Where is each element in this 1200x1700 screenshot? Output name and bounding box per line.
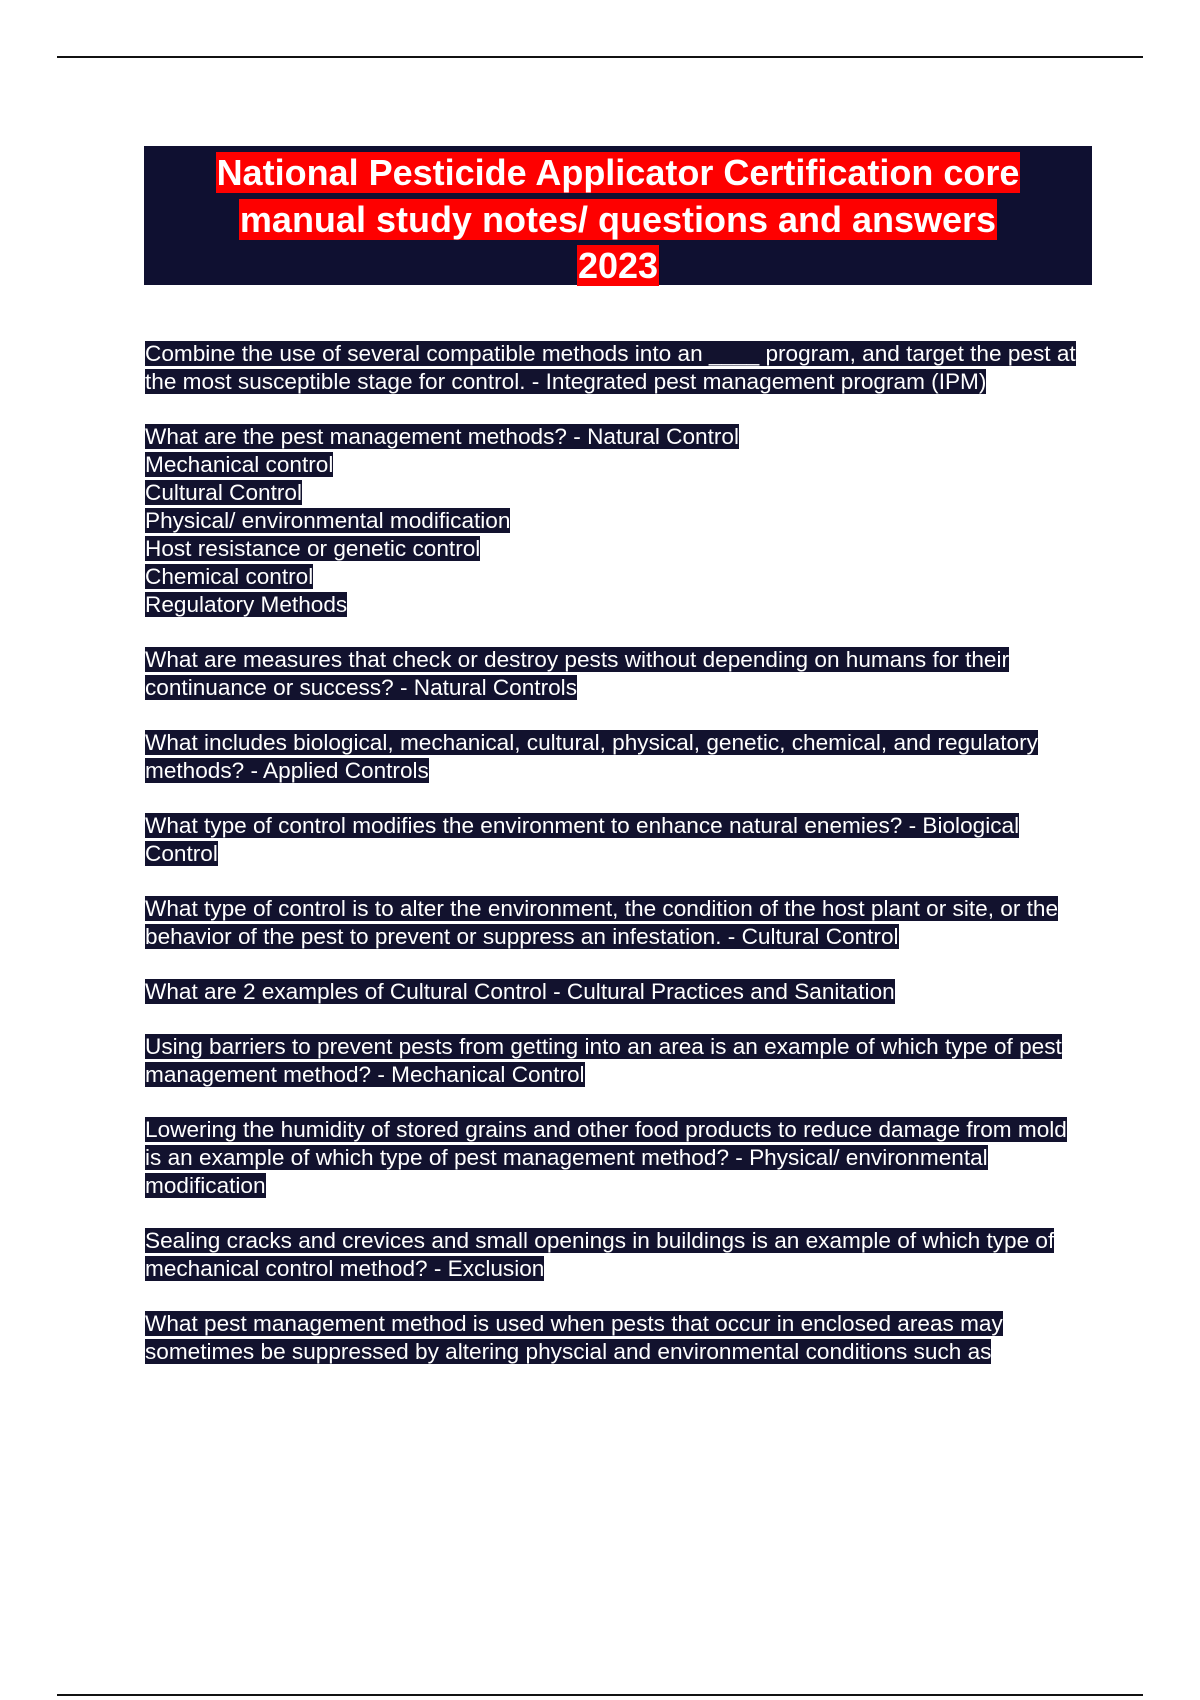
qa-item — [145, 1033, 1085, 1089]
qa-text: What type of control is to alter the environment, the condition of the host plant or site, or the behavior of the pest to prevent or suppress an infestation. - Cultural Control — [145, 896, 1059, 949]
qa-text: What includes biological, mechanical, cultural, physical, genetic, chemical, and regulatory methods? - Applied Controls — [145, 730, 1038, 783]
qa-item — [145, 729, 1085, 785]
qa-item — [145, 646, 1085, 702]
qa-text: Using barriers to prevent pests from getting into an area is an example of which type of pest management method? - Mechanical Control — [145, 1034, 1062, 1087]
qa-text: What are 2 examples of Cultural Control - Cultural Practices and Sanitation — [145, 979, 895, 1004]
header-rule — [57, 56, 1143, 58]
qa-item — [145, 978, 1085, 1006]
title-line-1: National Pesticide Applicator Certification core — [216, 152, 1020, 193]
qa-text: What pest management method is used when pests that occur in enclosed areas may sometimes be suppressed by altering physcial and environmental conditions such as — [145, 1311, 1003, 1364]
qa-list — [145, 340, 1085, 1393]
qa-item — [145, 812, 1085, 868]
qa-text: Lowering the humidity of stored grains and other food products to reduce damage from mold is an example of which type of pest management method? - Physical/ environmental modification — [145, 1117, 1067, 1198]
qa-item — [145, 423, 1085, 619]
title-line-2: manual study notes/ questions and answers — [239, 198, 997, 240]
qa-text: Sealing cracks and crevices and small openings in buildings is an example of which type of mechanical control method? - Exclusion — [145, 1228, 1055, 1281]
qa-item — [145, 340, 1085, 396]
title-banner — [144, 146, 1092, 285]
qa-item — [145, 895, 1085, 951]
qa-text: What are measures that check or destroy pests without depending on humans for their continuance or success? - Natural Controls — [145, 647, 1010, 700]
qa-item — [145, 1310, 1085, 1366]
footer-rule — [57, 1694, 1143, 1696]
qa-item — [145, 1227, 1085, 1283]
qa-text: Combine the use of several compatible methods into an ____ program, and target the pest at the most susceptible stage for control. - Integrated pest management program (IPM) — [145, 341, 1076, 394]
qa-text: What are the pest management methods? - Natural Control Mechanical control Cultural Control Physical/ environmental modification Host resistance or genetic control Chemical control Regulatory Methods — [145, 424, 740, 617]
qa-item — [145, 1116, 1085, 1200]
qa-text: What type of control modifies the environment to enhance natural enemies? - Biological Control — [145, 813, 1020, 866]
title-line-3: 2023 — [577, 245, 659, 286]
